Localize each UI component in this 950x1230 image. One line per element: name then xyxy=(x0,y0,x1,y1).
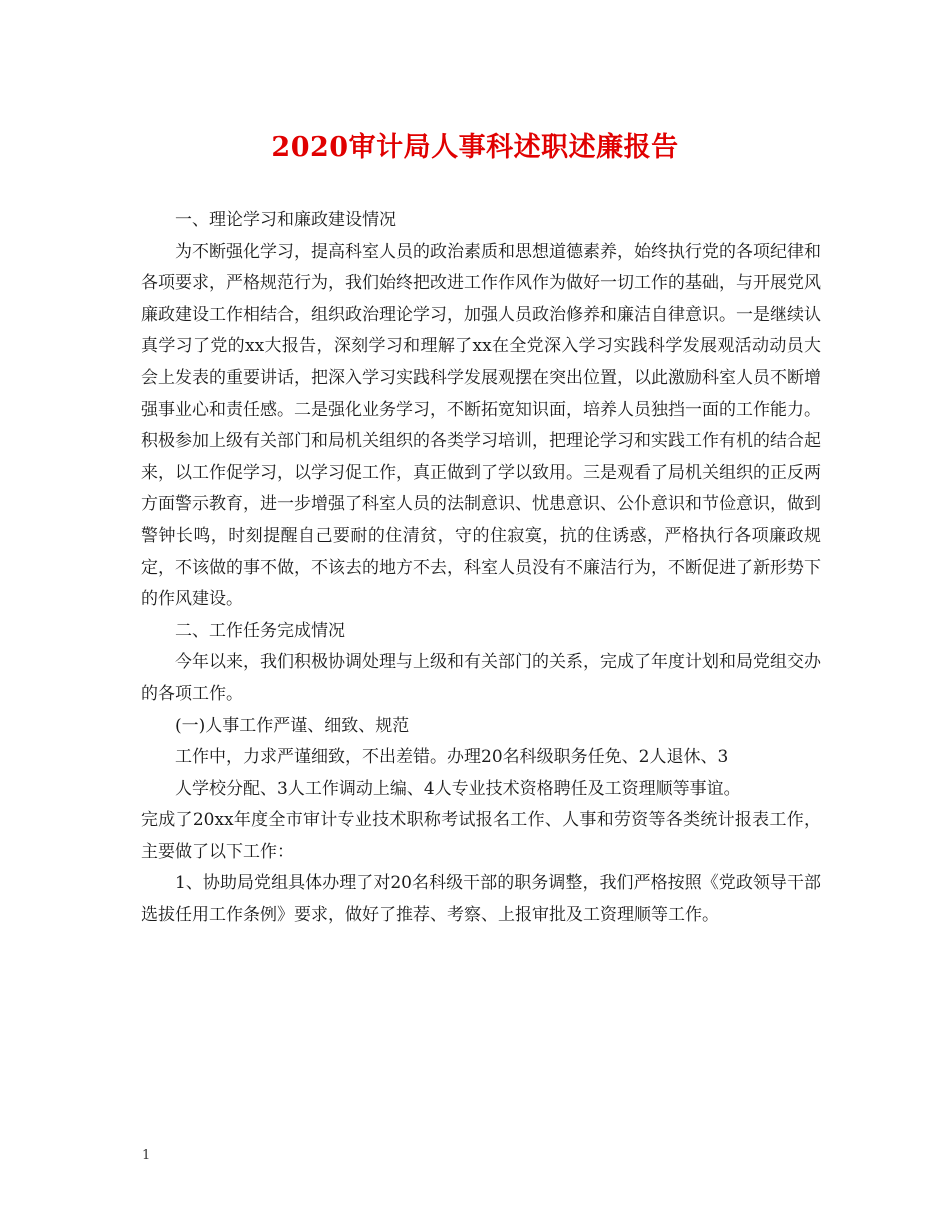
section-heading: 一、理论学习和廉政建设情况 xyxy=(175,210,396,230)
section-heading: 二、工作任务完成情况 xyxy=(175,620,345,641)
body-paragraph: 为不断强化学习，提高科室人员的政治素质和思想道德素养，始终执行党的各项纪律和各项要求，严格规范行为，我们始终把改进工作作风作为做好一切工作的基础，与开展党风廉政建设工作相结合，组织政治理论学习，加强人员政治修养和廉洁自律意识。一是继续认真学习了党的xx大报告，深刻学习和理解了xx在全党深入学习实践科学发展观活动动员大会上发表的重要讲话，把深入学习实践科学发展观摆在突出位置，以此激励科室人员不断增强事业心和责任感。二是强化业务学习，不断拓宽知识面，培养人员独挡一面的工作能力。积极参加上级有关部门和局机关组织的各类学习培训，把理论学习和实践工作有机的结合起来，以工作促学习，以学习促工作，真正做到了学以致用。三是观看了局机关组织的正反两方面警示教育，进一步增强了科室人员的法制意识、忧患意识、公仆意识和节俭意识，做到警钟长鸣，时刻提醒自己要耐的住清贫，守的住寂寞，抗的住诱惑，严格执行各项廉政规定，不该做的事不做，不该去的地方不去，科室人员没有不廉洁行为，不断促进了新形势下的作风建设。 xyxy=(141,241,821,610)
body-paragraph: 1、协助局党组具体办理了对20名科级干部的职务调整，我们严格按照《党政领导干部选拔任用工作条例》要求，做好了推荐、考察、上报审批及工资理顺等工作。 xyxy=(141,873,821,926)
document-body xyxy=(141,205,821,932)
subsection-heading: (一)人事工作严谨、细致、规范 xyxy=(175,715,410,736)
body-paragraph: 工作中，力求严谨细致，不出差错。办理20名科级职务任免、2人退休、3 xyxy=(175,747,729,768)
page-number: 1 xyxy=(142,1148,151,1163)
document-title: 2020审计局人事科述职述廉报告 xyxy=(271,132,679,163)
body-paragraph: 今年以来，我们积极协调处理与上级和有关部门的关系，完成了年度计划和局党组交办的各项工作。 xyxy=(141,652,821,704)
body-paragraph: 完成了20xx年度全市审计专业技术职称考试报名工作、人事和劳资等各类统计报表工作，主要做了以下工作： xyxy=(141,810,821,862)
body-paragraph: 人学校分配、3人工作调动上编、4人专业技术资格聘任及工资理顺等事谊。 xyxy=(175,778,741,799)
